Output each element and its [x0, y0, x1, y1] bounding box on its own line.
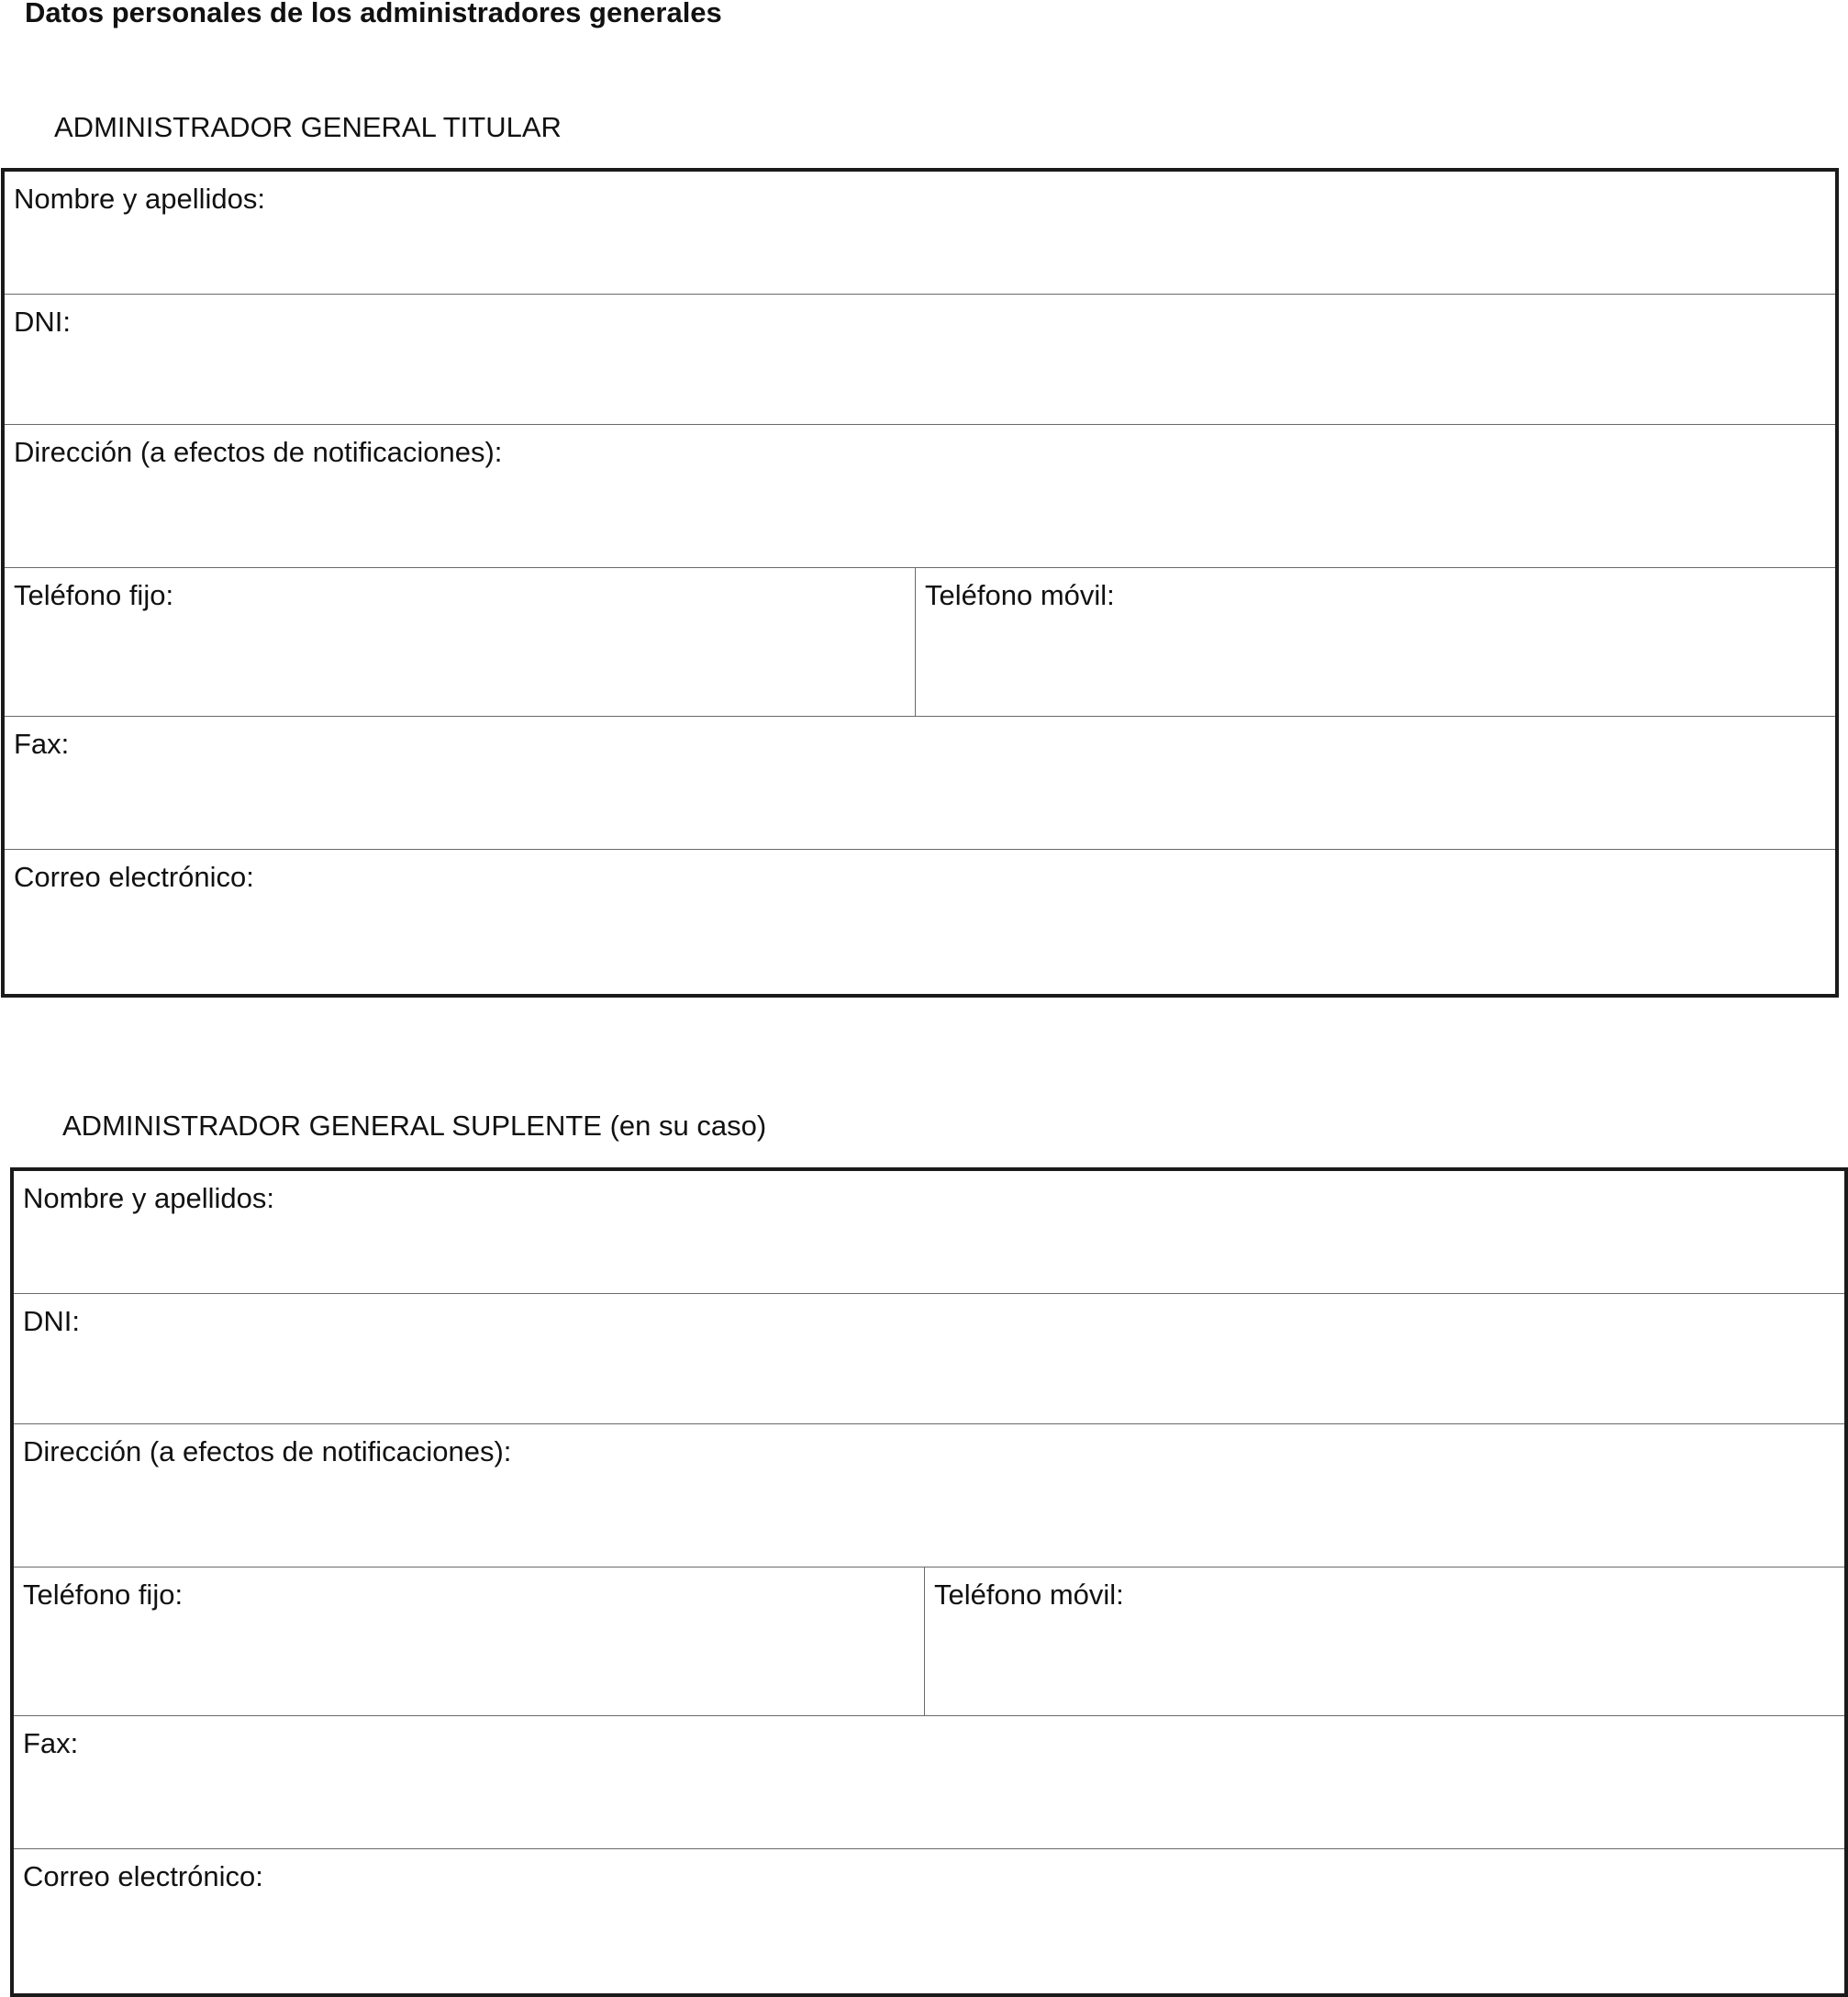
- form-row-phones: [14, 1567, 1844, 1716]
- form-row-fax: [14, 1716, 1844, 1849]
- fax-label: Fax:: [23, 1727, 79, 1759]
- form-row-dni: [5, 295, 1835, 425]
- section-title-suplente: ADMINISTRADOR GENERAL SUPLENTE (en su caso): [62, 1110, 767, 1142]
- address-label: Dirección (a efectos de notificaciones):: [23, 1435, 512, 1467]
- address-field[interactable]: [5, 425, 1835, 567]
- form-row-address: [5, 425, 1835, 568]
- email-field[interactable]: [14, 1849, 1844, 1995]
- landline-phone-label: Teléfono fijo:: [23, 1579, 184, 1611]
- page-title: Datos personales de los administradores generales: [25, 0, 722, 28]
- landline-phone-label: Teléfono fijo:: [14, 579, 174, 611]
- email-field[interactable]: [5, 850, 1835, 996]
- fax-field[interactable]: [14, 1716, 1844, 1848]
- mobile-phone-field[interactable]: [916, 568, 1835, 716]
- dni-field[interactable]: [5, 295, 1835, 424]
- form-titular: [1, 168, 1839, 998]
- name-label: Nombre y apellidos:: [14, 183, 265, 215]
- landline-phone-field[interactable]: [14, 1567, 925, 1715]
- dni-field[interactable]: [14, 1294, 1844, 1423]
- form-row-email: [14, 1849, 1844, 1995]
- email-label: Correo electrónico:: [23, 1860, 263, 1892]
- mobile-phone-label: Teléfono móvil:: [925, 579, 1115, 611]
- email-label: Correo electrónico:: [14, 861, 254, 893]
- form-row-dni: [14, 1294, 1844, 1424]
- landline-phone-field[interactable]: [5, 568, 916, 716]
- address-label: Dirección (a efectos de notificaciones):: [14, 436, 503, 468]
- mobile-phone-label: Teléfono móvil:: [934, 1579, 1124, 1611]
- fax-field[interactable]: [5, 717, 1835, 849]
- section-title-titular: ADMINISTRADOR GENERAL TITULAR: [54, 111, 562, 143]
- dni-label: DNI:: [23, 1305, 80, 1337]
- name-label: Nombre y apellidos:: [23, 1182, 274, 1214]
- form-row-phones: [5, 568, 1835, 717]
- name-field[interactable]: [5, 172, 1835, 294]
- address-field[interactable]: [14, 1424, 1844, 1567]
- form-suplente: [10, 1167, 1848, 1997]
- mobile-phone-field[interactable]: [925, 1567, 1844, 1715]
- form-row-address: [14, 1424, 1844, 1567]
- name-field[interactable]: [14, 1171, 1844, 1293]
- fax-label: Fax:: [14, 728, 70, 760]
- form-row-fax: [5, 717, 1835, 850]
- form-row-name: [14, 1171, 1844, 1294]
- form-row-email: [5, 850, 1835, 996]
- form-row-name: [5, 172, 1835, 295]
- dni-label: DNI:: [14, 306, 71, 338]
